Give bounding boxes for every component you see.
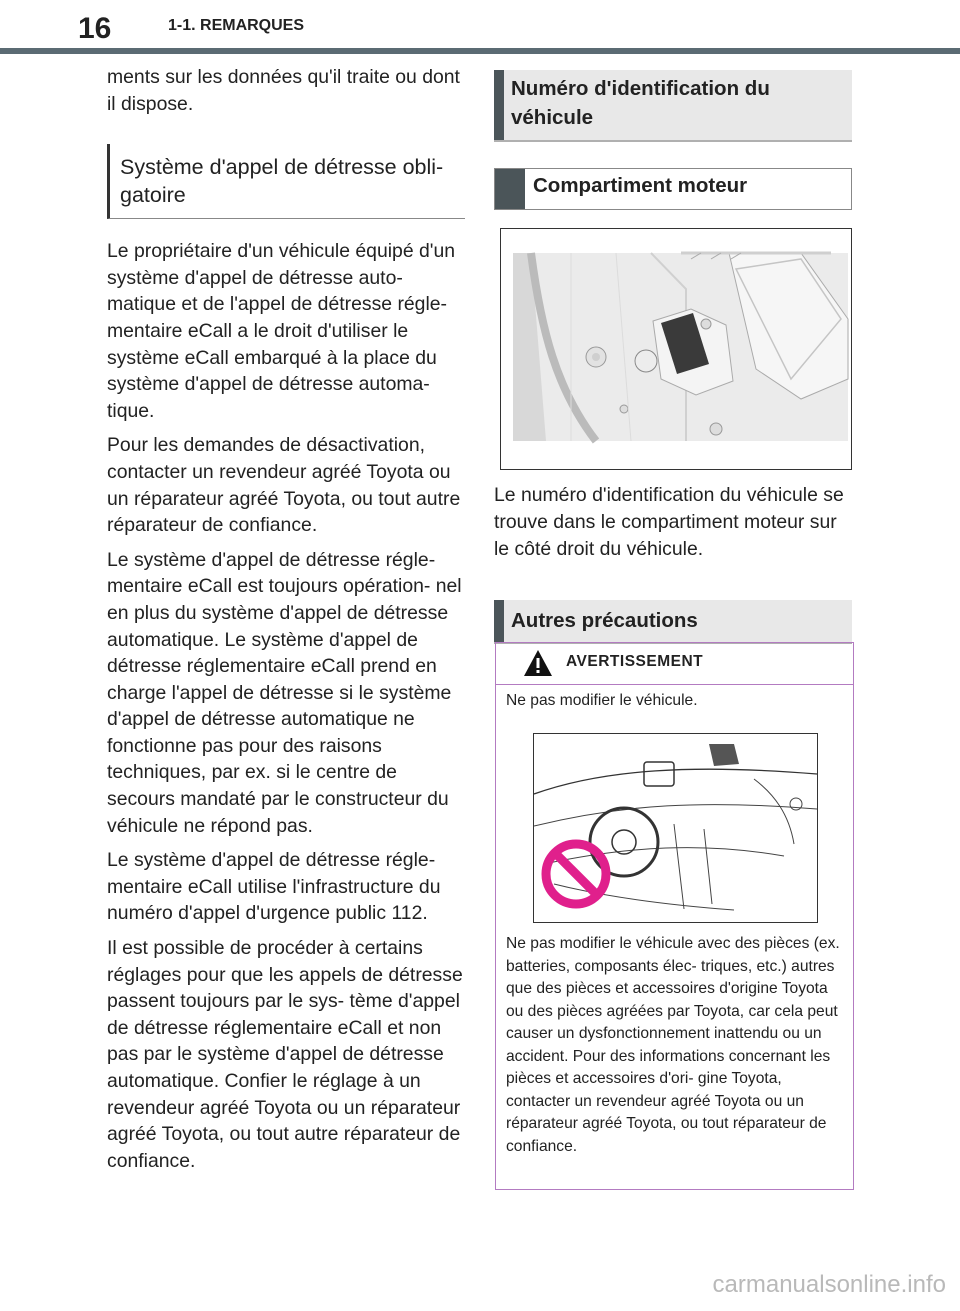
- warning-line-1: Ne pas modifier le véhicule.: [506, 692, 698, 709]
- header-rule: [0, 48, 960, 54]
- warning-title: AVERTISSEMENT: [566, 653, 704, 670]
- warning-body: Ne pas modifier le véhicule avec des pièces (ex. batteries, composants élec- triques, etc.) autres que des pièces et accessoires d'origine Toyota ou des pièces agréées par Toyota, car cela peut causer un dysfonctionnement inattendu ou un accident. Pour des informations concernant les pièces et accessoires d'ori- gine Toyota, contacter un revendeur agréé Toyota ou un réparateur agréé Toyota, ou tout réparateur de confiance.: [506, 935, 840, 1155]
- vin-location-text: Le numéro d'identification du véhicule se trouve dans le compartiment moteur sur le côté droit du véhicule.: [494, 484, 844, 560]
- section-heading-other: Autres précautions: [494, 600, 852, 644]
- left-column: [107, 64, 465, 1182]
- ecall-paragraph-5: Il est possible de procéder à certains réglages pour que les appels de détresse passent toujours par le sys- tème d'appel de détresse réglementaire eCall et non pas par le système d'appel de détresse automatique. Confier le réglage à un revendeur agréé Toyota ou un réparateur agréé Toyota, ou tout autre réparateur de confiance.: [107, 937, 463, 1172]
- footer-watermark: carmanualsonline.info: [712, 1271, 946, 1298]
- ecall-paragraph-2: Pour les demandes de désactivation, contacter un revendeur agréé Toyota ou un réparateur agréé Toyota, ou tout autre réparateur de confiance.: [107, 434, 461, 537]
- warning-header: [496, 643, 853, 685]
- engine-compartment-illustration: [500, 228, 852, 470]
- ecall-paragraph-4: Le système d'appel de détresse régle- mentaire eCall utilise l'infrastructure du numéro d'appel d'urgence public 112.: [107, 849, 441, 925]
- warning-triangle-icon: [523, 649, 553, 677]
- section-heading-vin: Numéro d'identification du véhicule: [494, 70, 852, 142]
- chapter-title: 1-1. REMARQUES: [168, 17, 305, 34]
- ecall-subheading: Système d'appel de détresse obli- gatoire: [107, 144, 465, 219]
- page-number: 16: [78, 12, 112, 45]
- ecall-paragraph-3: Le système d'appel de détresse régle- mentaire eCall est toujours opération- nel en plus du système d'appel de détresse automatique. Le système d'appel de détresse réglementaire eCall prend en charge l'appel de détresse si le système d'appel de détresse automatique ne fonctionne pas pour des raisons techniques, par ex. si le centre de secours mandaté par le constructeur du véhicule ne répond pas.: [107, 548, 462, 837]
- warning-box: [495, 642, 854, 1190]
- intro-paragraph: ments sur les données qu'il traite ou dont il dispose.: [107, 66, 460, 115]
- interior-prohibition-illustration: [533, 733, 818, 923]
- ecall-paragraph-1: Le propriétaire d'un véhicule équipé d'un système d'appel de détresse auto- matique et de l'appel de détresse régle- mentaire eCall a le droit d'utiliser le système eCall embarqué à la place du système d'appel de détresse automa- tique.: [107, 240, 456, 422]
- section-heading-engine: Compartiment moteur: [494, 168, 852, 210]
